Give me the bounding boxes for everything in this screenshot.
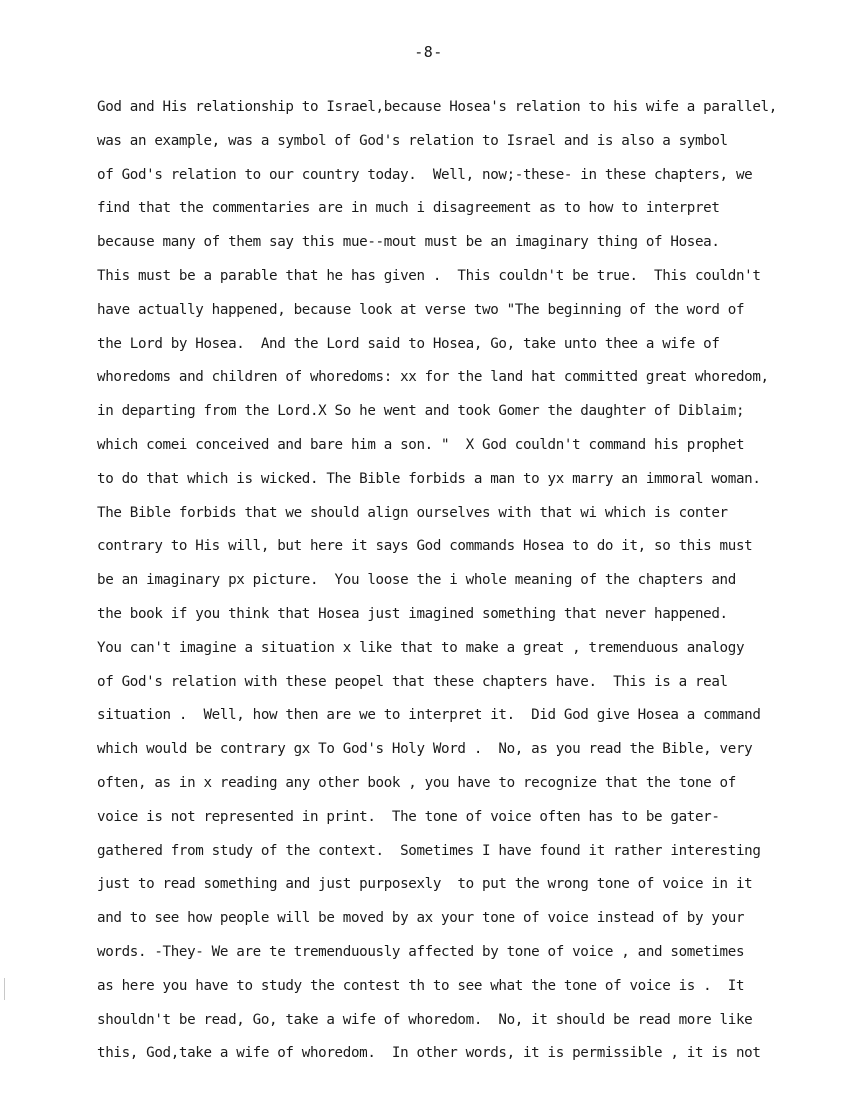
- text-line: The Bible forbids that we should align ourselves with that wi which is conter: [97, 504, 728, 521]
- text-line: which would be contrary gx To God's Holy Word . No, as you read the Bible, very: [97, 741, 753, 758]
- text-line: God and His relationship to Israel,because Hosea's relation to his wife a parallel,: [97, 99, 777, 115]
- text-line: was an example, was a symbol of God's relation to Israel and is also a symbol: [97, 132, 728, 149]
- page-number: -8-: [414, 43, 443, 61]
- text-line: words. -They- We are te tremenduously affected by tone of voice , and sometimes: [97, 943, 745, 960]
- text-line: shouldn't be read, Go, take a wife of whoredom. No, it should be read more like: [97, 1011, 753, 1028]
- text-line: be an imaginary px picture. You loose the i whole meaning of the chapters and: [97, 572, 736, 589]
- text-line: to do that which is wicked. The Bible forbids a man to yx marry an immoral woman.: [97, 470, 761, 487]
- text-line: as here you have to study the contest th to see what the tone of voice is . It: [97, 977, 745, 994]
- text-line: this, God,take a wife of whoredom. In other words, it is permissible , it is not: [97, 1045, 761, 1062]
- text-line: just to read something and just purposexly to put the wrong tone of voice in it: [97, 876, 753, 893]
- text-line: have actually happened, because look at verse two "The beginning of the word of: [97, 301, 745, 318]
- text-line: situation . Well, how then are we to interpret it. Did God give Hosea a command: [97, 707, 761, 724]
- text-line: voice is not represented in print. The tone of voice often has to be gater-: [97, 808, 720, 825]
- text-line: You can't imagine a situation x like that to make a great , tremenduous analogy: [97, 639, 745, 656]
- text-line: in departing from the Lord.X So he went and took Gomer the daughter of Diblaim;: [97, 403, 745, 420]
- text-line: of God's relation to our country today. Well, now;-these- in these chapters, we: [97, 166, 753, 183]
- text-line: because many of them say this mue--mout must be an imaginary thing of Hosea.: [97, 234, 720, 251]
- text-line: contrary to His will, but here it says God commands Hosea to do it, so this must: [97, 538, 753, 555]
- scan-edge-mark: [4, 978, 5, 1000]
- text-line: find that the commentaries are in much i disagreement as to how to interpret: [97, 200, 720, 217]
- text-line: the Lord by Hosea. And the Lord said to Hosea, Go, take unto thee a wife of: [97, 335, 720, 352]
- text-line: whoredoms and children of whoredoms: xx for the land hat committed great whoredom,: [97, 369, 769, 386]
- text-line: gathered from study of the context. Sometimes I have found it rather interesting: [97, 842, 761, 859]
- body-text: [97, 94, 817, 1074]
- text-line: and to see how people will be moved by ax your tone of voice instead of by your: [97, 910, 745, 927]
- text-line: of God's relation with these peopel that these chapters have. This is a real: [97, 673, 728, 690]
- text-line: This must be a parable that he has given . This couldn't be true. This couldn't: [97, 267, 761, 284]
- text-line: which comei conceived and bare him a son. " X God couldn't command his prophet: [97, 436, 745, 453]
- text-line: often, as in x reading any other book , you have to recognize that the tone of: [97, 774, 736, 791]
- text-line: the book if you think that Hosea just imagined something that never happened.: [97, 605, 728, 622]
